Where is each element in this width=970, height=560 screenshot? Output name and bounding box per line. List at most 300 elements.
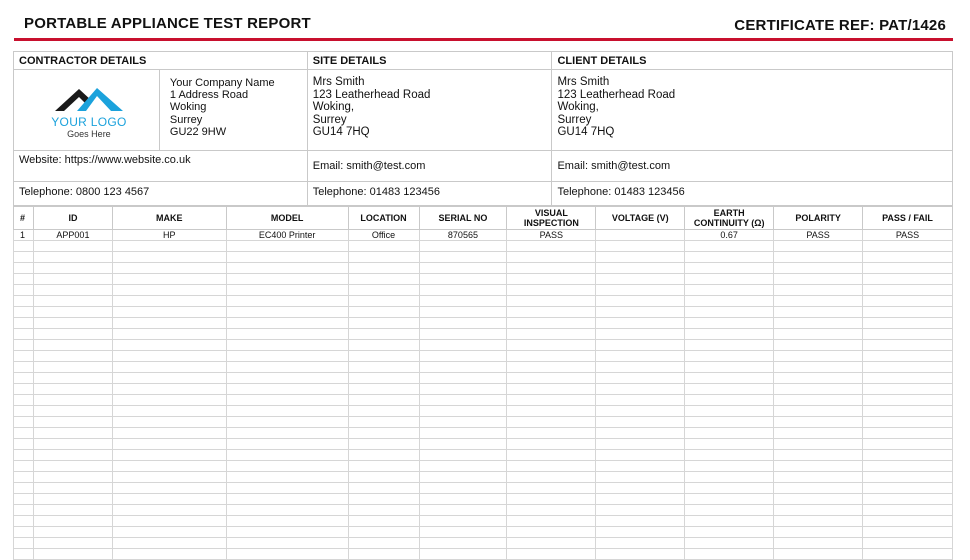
- table-cell: [774, 472, 863, 483]
- table-cell: [14, 274, 34, 285]
- table-cell: [596, 494, 685, 505]
- contractor-telephone: Telephone: 0800 123 4567: [14, 182, 308, 206]
- site-address-line: Surrey: [312, 113, 347, 126]
- column-header: MODEL: [226, 207, 348, 230]
- table-row-empty: [14, 263, 953, 274]
- table-cell: [774, 241, 863, 252]
- contractor-address-line: GU22 9HW: [169, 125, 227, 138]
- column-header: LOCATION: [348, 207, 419, 230]
- table-cell: [419, 483, 507, 494]
- table-cell: [226, 406, 348, 417]
- table-cell: [596, 296, 685, 307]
- table-cell: [596, 340, 685, 351]
- logo-text: YOUR LOGO: [51, 114, 127, 129]
- table-cell: [774, 461, 863, 472]
- table-cell: [419, 329, 507, 340]
- table-cell: [863, 538, 953, 549]
- table-cell: [419, 450, 507, 461]
- table-cell: [685, 450, 774, 461]
- table-cell: [419, 351, 507, 362]
- table-cell: [419, 285, 507, 296]
- table-cell: [112, 461, 226, 472]
- column-header: PASS / FAIL: [863, 207, 953, 230]
- table-cell: [14, 362, 34, 373]
- table-row-empty: [14, 483, 953, 494]
- table-cell: [33, 384, 112, 395]
- report-title: PORTABLE APPLIANCE TEST REPORT: [24, 15, 311, 32]
- table-cell: [863, 505, 953, 516]
- table-cell: [14, 340, 34, 351]
- column-header: VISUAL INSPECTION: [507, 207, 596, 230]
- table-cell: [774, 549, 863, 560]
- table-cell: [226, 307, 348, 318]
- contractor-address-line: Your Company Name: [169, 77, 275, 89]
- table-cell: [33, 483, 112, 494]
- table-cell: [419, 362, 507, 373]
- table-cell: [348, 472, 419, 483]
- table-cell: [774, 384, 863, 395]
- table-cell: [863, 373, 953, 384]
- table-cell: [112, 263, 226, 274]
- table-cell: [774, 395, 863, 406]
- column-header: MAKE: [112, 207, 226, 230]
- table-cell: [112, 549, 226, 560]
- table-row-empty: [14, 318, 953, 329]
- table-row-empty: [14, 373, 953, 384]
- table-cell: [596, 516, 685, 527]
- table-cell: [596, 439, 685, 450]
- table-cell: [14, 307, 34, 318]
- table-cell: [226, 494, 348, 505]
- table-cell: [863, 285, 953, 296]
- table-cell: [14, 450, 34, 461]
- table-cell: [112, 296, 226, 307]
- table-cell: [14, 439, 34, 450]
- table-cell: [774, 439, 863, 450]
- table-cell: [863, 263, 953, 274]
- table-cell: APP001: [33, 230, 112, 241]
- table-cell: [596, 274, 685, 285]
- table-cell: [226, 439, 348, 450]
- table-cell: [507, 285, 596, 296]
- table-cell: Office: [348, 230, 419, 241]
- column-header: EARTH CONTINUITY (Ω): [685, 207, 774, 230]
- table-cell: [774, 252, 863, 263]
- table-cell: [226, 362, 348, 373]
- table-cell: [419, 516, 507, 527]
- table-cell: [33, 406, 112, 417]
- table-cell: [33, 263, 112, 274]
- table-cell: [348, 439, 419, 450]
- table-cell: [774, 307, 863, 318]
- contractor-website: Website: https://www.website.co.uk: [14, 151, 308, 182]
- site-heading: SITE DETAILS: [307, 52, 552, 70]
- table-cell: [226, 285, 348, 296]
- table-cell: [685, 406, 774, 417]
- table-cell: [33, 538, 112, 549]
- table-cell: [507, 351, 596, 362]
- mountain-logo-icon: [53, 84, 125, 114]
- table-cell: [33, 351, 112, 362]
- table-row-empty: [14, 417, 953, 428]
- table-cell: EC400 Printer: [226, 230, 348, 241]
- table-cell: [348, 274, 419, 285]
- table-row-empty: [14, 516, 953, 527]
- table-cell: [685, 362, 774, 373]
- table-cell: [507, 406, 596, 417]
- site-address-line: Mrs Smith: [312, 76, 365, 88]
- site-telephone: Telephone: 01483 123456: [307, 182, 552, 206]
- table-cell: [33, 373, 112, 384]
- table-cell: [112, 318, 226, 329]
- table-cell: [419, 373, 507, 384]
- table-cell: [685, 296, 774, 307]
- client-address-line: GU14 7HQ: [557, 126, 615, 139]
- table-cell: [863, 472, 953, 483]
- contractor-heading: CONTRACTOR DETAILS: [14, 52, 308, 70]
- header-divider: [14, 38, 953, 41]
- table-cell: [14, 472, 34, 483]
- table-cell: [112, 527, 226, 538]
- table-cell: [685, 439, 774, 450]
- table-cell: [348, 406, 419, 417]
- table-cell: [348, 318, 419, 329]
- table-cell: [863, 450, 953, 461]
- table-cell: [112, 351, 226, 362]
- table-cell: [112, 373, 226, 384]
- table-cell: [596, 472, 685, 483]
- table-cell: [112, 274, 226, 285]
- table-cell: [685, 373, 774, 384]
- table-cell: [33, 494, 112, 505]
- company-logo: [14, 70, 160, 151]
- table-cell: [596, 362, 685, 373]
- table-cell: [33, 472, 112, 483]
- table-cell: [226, 384, 348, 395]
- table-cell: [112, 395, 226, 406]
- table-cell: PASS: [507, 230, 596, 241]
- table-cell: [863, 307, 953, 318]
- table-cell: [348, 263, 419, 274]
- table-cell: [112, 516, 226, 527]
- table-cell: [14, 549, 34, 560]
- table-cell: [348, 252, 419, 263]
- table-cell: [348, 505, 419, 516]
- table-row-empty: [14, 450, 953, 461]
- table-cell: [348, 516, 419, 527]
- table-cell: [348, 296, 419, 307]
- table-row-empty: [14, 527, 953, 538]
- details-table: [13, 51, 953, 206]
- table-row-empty: [14, 362, 953, 373]
- table-cell: [33, 439, 112, 450]
- table-cell: [33, 252, 112, 263]
- table-cell: [348, 340, 419, 351]
- table-row-empty: [14, 472, 953, 483]
- table-cell: [685, 307, 774, 318]
- table-cell: [596, 230, 685, 241]
- table-cell: [507, 472, 596, 483]
- table-cell: [685, 472, 774, 483]
- site-address-line: 123 Leatherhead Road: [312, 88, 431, 101]
- table-cell: [226, 417, 348, 428]
- table-cell: [112, 538, 226, 549]
- table-cell: [774, 428, 863, 439]
- table-cell: [863, 351, 953, 362]
- table-cell: [112, 428, 226, 439]
- table-row-empty: [14, 461, 953, 472]
- table-row-empty: [14, 505, 953, 516]
- table-cell: [685, 494, 774, 505]
- contractor-address: [159, 70, 307, 151]
- table-cell: [14, 527, 34, 538]
- table-cell: [14, 373, 34, 384]
- contractor-address-line: Surrey: [169, 113, 203, 126]
- table-cell: [507, 527, 596, 538]
- table-cell: [14, 318, 34, 329]
- table-cell: [33, 362, 112, 373]
- table-cell: [774, 417, 863, 428]
- table-cell: [419, 461, 507, 472]
- table-cell: [596, 450, 685, 461]
- table-cell: [112, 329, 226, 340]
- table-cell: [863, 296, 953, 307]
- table-row-empty: [14, 274, 953, 285]
- table-cell: [33, 296, 112, 307]
- table-cell: [685, 505, 774, 516]
- table-cell: [348, 538, 419, 549]
- table-cell: [226, 252, 348, 263]
- table-cell: [685, 527, 774, 538]
- table-cell: [685, 428, 774, 439]
- table-cell: [863, 439, 953, 450]
- table-row-empty: [14, 351, 953, 362]
- table-cell: [348, 395, 419, 406]
- table-cell: [348, 384, 419, 395]
- table-cell: [507, 439, 596, 450]
- site-address-line: Woking,: [312, 101, 355, 114]
- table-row-empty: [14, 307, 953, 318]
- table-cell: [348, 428, 419, 439]
- table-cell: [685, 340, 774, 351]
- test-results-table: [13, 206, 953, 560]
- table-cell: [14, 406, 34, 417]
- table-row-empty: [14, 439, 953, 450]
- table-cell: [348, 461, 419, 472]
- table-cell: [33, 461, 112, 472]
- table-cell: [685, 516, 774, 527]
- table-cell: [419, 494, 507, 505]
- table-cell: [774, 406, 863, 417]
- table-cell: [774, 285, 863, 296]
- table-cell: [596, 351, 685, 362]
- table-cell: [863, 384, 953, 395]
- table-cell: [226, 538, 348, 549]
- table-cell: [863, 483, 953, 494]
- table-cell: [863, 318, 953, 329]
- client-telephone: Telephone: 01483 123456: [552, 182, 953, 206]
- table-cell: [14, 296, 34, 307]
- table-cell: [596, 241, 685, 252]
- table-cell: [596, 461, 685, 472]
- table-cell: [596, 373, 685, 384]
- table-cell: [33, 395, 112, 406]
- client-address-line: Surrey: [557, 113, 592, 126]
- table-row-empty: [14, 428, 953, 439]
- table-cell: [33, 241, 112, 252]
- column-header: #: [14, 207, 34, 230]
- table-cell: [774, 274, 863, 285]
- contractor-address-line: Woking: [169, 101, 207, 114]
- table-cell: [14, 241, 34, 252]
- table-cell: [112, 285, 226, 296]
- table-cell: [226, 241, 348, 252]
- table-cell: [863, 274, 953, 285]
- table-cell: [33, 417, 112, 428]
- certificate-ref: CERTIFICATE REF: PAT/1426: [734, 17, 946, 34]
- table-cell: [419, 307, 507, 318]
- table-cell: [507, 329, 596, 340]
- table-cell: [596, 307, 685, 318]
- table-cell: [348, 329, 419, 340]
- table-cell: 1: [14, 230, 34, 241]
- table-cell: [596, 406, 685, 417]
- table-cell: [419, 549, 507, 560]
- table-cell: [863, 549, 953, 560]
- table-cell: [419, 340, 507, 351]
- table-cell: [419, 318, 507, 329]
- table-row-empty: [14, 241, 953, 252]
- site-email: Email: smith@test.com: [307, 151, 552, 182]
- table-cell: [685, 417, 774, 428]
- table-cell: [226, 472, 348, 483]
- site-address-line: GU14 7HQ: [312, 126, 370, 139]
- table-cell: [33, 450, 112, 461]
- table-cell: [226, 505, 348, 516]
- table-cell: [419, 384, 507, 395]
- table-cell: [14, 428, 34, 439]
- table-cell: [863, 417, 953, 428]
- table-cell: [14, 395, 34, 406]
- table-cell: [774, 296, 863, 307]
- table-row-empty: [14, 252, 953, 263]
- table-cell: [596, 252, 685, 263]
- table-cell: [507, 428, 596, 439]
- table-cell: [14, 461, 34, 472]
- table-cell: [507, 494, 596, 505]
- table-row-empty: [14, 384, 953, 395]
- table-cell: [112, 483, 226, 494]
- table-cell: [226, 373, 348, 384]
- table-cell: [33, 307, 112, 318]
- table-cell: [685, 274, 774, 285]
- table-cell: [507, 274, 596, 285]
- table-cell: [226, 527, 348, 538]
- table-cell: [685, 318, 774, 329]
- table-cell: [14, 538, 34, 549]
- table-cell: [863, 461, 953, 472]
- table-cell: [112, 340, 226, 351]
- table-cell: [774, 494, 863, 505]
- table-cell: [112, 450, 226, 461]
- table-cell: [112, 505, 226, 516]
- table-cell: [596, 318, 685, 329]
- table-cell: [226, 274, 348, 285]
- table-cell: [863, 395, 953, 406]
- table-row: [14, 230, 953, 241]
- table-cell: PASS: [774, 230, 863, 241]
- table-cell: [419, 241, 507, 252]
- table-row-empty: [14, 538, 953, 549]
- table-cell: [507, 483, 596, 494]
- table-cell: [685, 351, 774, 362]
- table-cell: [14, 329, 34, 340]
- table-cell: [774, 483, 863, 494]
- table-row-empty: [14, 329, 953, 340]
- table-cell: 0.67: [685, 230, 774, 241]
- table-cell: [685, 549, 774, 560]
- table-cell: [112, 406, 226, 417]
- table-cell: [348, 494, 419, 505]
- client-email: Email: smith@test.com: [552, 151, 953, 182]
- table-cell: [348, 527, 419, 538]
- table-cell: [863, 494, 953, 505]
- table-cell: [774, 362, 863, 373]
- table-cell: [348, 373, 419, 384]
- table-cell: [419, 263, 507, 274]
- table-cell: [33, 285, 112, 296]
- table-cell: [507, 307, 596, 318]
- table-row-empty: [14, 395, 953, 406]
- table-cell: [596, 505, 685, 516]
- table-cell: [33, 428, 112, 439]
- table-cell: [112, 494, 226, 505]
- table-cell: [507, 417, 596, 428]
- table-cell: [419, 527, 507, 538]
- table-cell: [685, 252, 774, 263]
- client-heading: CLIENT DETAILS: [552, 52, 953, 70]
- table-cell: [596, 417, 685, 428]
- table-cell: [507, 362, 596, 373]
- table-cell: [507, 252, 596, 263]
- table-cell: [507, 505, 596, 516]
- table-cell: [507, 549, 596, 560]
- column-header: ID: [33, 207, 112, 230]
- table-cell: [33, 516, 112, 527]
- table-cell: [14, 417, 34, 428]
- table-cell: [863, 340, 953, 351]
- table-cell: [596, 549, 685, 560]
- table-cell: [226, 340, 348, 351]
- table-cell: [685, 329, 774, 340]
- table-cell: [112, 307, 226, 318]
- table-cell: [863, 241, 953, 252]
- table-cell: [419, 274, 507, 285]
- table-cell: [226, 395, 348, 406]
- table-cell: [596, 428, 685, 439]
- table-cell: [33, 318, 112, 329]
- table-cell: [112, 241, 226, 252]
- table-cell: [33, 505, 112, 516]
- table-row-empty: [14, 296, 953, 307]
- table-cell: [774, 329, 863, 340]
- table-cell: [226, 549, 348, 560]
- column-header: SERIAL NO: [419, 207, 507, 230]
- table-cell: [774, 318, 863, 329]
- table-cell: [112, 439, 226, 450]
- table-cell: [419, 428, 507, 439]
- table-cell: [596, 263, 685, 274]
